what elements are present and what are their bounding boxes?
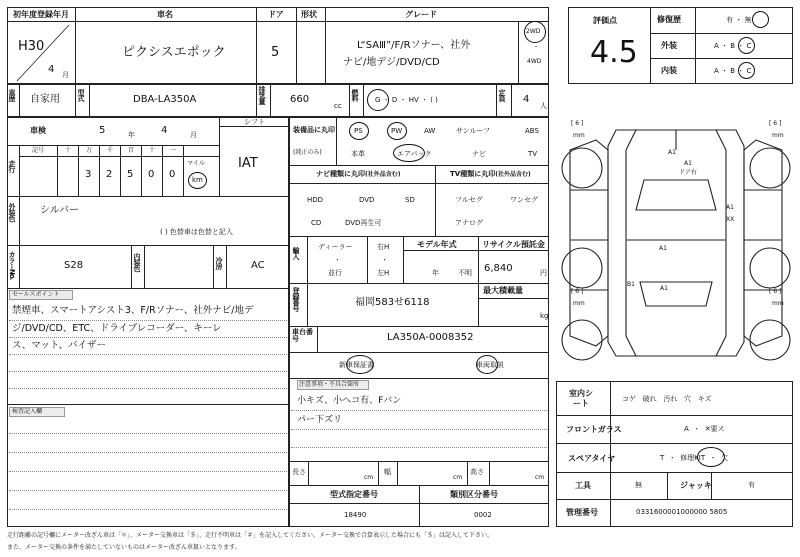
mileage-header-6: 一 <box>170 147 177 154</box>
defect-4: XX <box>726 216 735 223</box>
notes-line-2: パー下ズリ <box>297 415 343 425</box>
navi-cd: CD <box>311 219 322 227</box>
mileage-digit-2: 2 <box>106 169 113 180</box>
front-glass-options: A ・ ✕要ス <box>684 425 725 433</box>
new-car-cert-circle <box>346 355 374 374</box>
import-dot: ・ <box>334 256 341 264</box>
interior-options: A ・ B ・ C <box>714 67 752 75</box>
mileage-header-5: 十 <box>149 147 156 154</box>
color-label: 外装色 <box>8 203 16 221</box>
import-dot2: ・ <box>381 256 388 264</box>
mileage-header-sign: 記号 <box>32 147 45 154</box>
equip-abs: ABS <box>525 127 539 135</box>
navi-hdd: HDD <box>307 196 324 204</box>
ac-label: 冷房 <box>215 257 223 269</box>
max-load-kg: kg <box>540 312 549 320</box>
recycle-yen: 円 <box>540 269 547 277</box>
first-reg-label: 初年度登録年月 <box>13 10 69 19</box>
jack: 有 <box>748 481 755 489</box>
height-label: 高さ <box>470 468 484 476</box>
door-label: ドア <box>268 10 284 19</box>
score-value: 4.5 <box>590 35 638 70</box>
inspector-label: 検査記入欄 <box>12 408 43 415</box>
usage-label: 車歴 <box>8 89 16 101</box>
mileage-digit-3: 5 <box>127 169 134 180</box>
tools: 無 <box>635 481 642 489</box>
tire-mark-fl: [ 6 ] <box>571 120 584 127</box>
defect-2: A1 <box>684 160 692 167</box>
footnote-line-2: また、メーター交換の条件を満たしていないものはメーター改ざん車扱いとなります。 <box>7 544 241 551</box>
inspection-year-unit: 年 <box>128 131 135 139</box>
mileage-digit-5: 0 <box>169 169 176 180</box>
reg-month-unit: 月 <box>62 71 69 79</box>
color-note: ( ) 色替車は色替と記入 <box>160 228 233 236</box>
interior-b-circle <box>738 62 755 79</box>
length-cm: cm <box>364 474 374 481</box>
length-label: 長さ <box>292 468 306 476</box>
reg-year: H30 <box>18 39 45 54</box>
ac: AC <box>251 260 265 271</box>
equip-sunroof: サンルーフ <box>456 127 491 135</box>
car-name-label: 車名 <box>157 10 173 19</box>
defect-7: A1 <box>660 285 668 292</box>
manual: 車両取説 <box>476 361 504 369</box>
model-label: 型式 <box>77 89 85 101</box>
color-no: S28 <box>64 260 84 271</box>
spare-kit-circle <box>697 447 725 467</box>
sales-line-2: ジ/DVD/CD、ETC、ドライブレコーダー、キーレ <box>12 323 222 334</box>
import-parallel: 並行 <box>328 269 342 277</box>
height-cm: cm <box>535 474 545 481</box>
tire-mm-rl: mm <box>573 300 585 307</box>
mileage-digit-1: 3 <box>85 169 92 180</box>
tire-mark-fr: [ 6 ] <box>769 120 782 127</box>
tire-mark-rr: [ 6 ] <box>769 288 782 295</box>
capacity-label: 定員 <box>498 89 506 101</box>
model-year-unit: 年 <box>432 269 439 277</box>
fuel-label: 燃料 <box>351 89 359 101</box>
unit-mile: マイル <box>187 160 205 167</box>
inspection-month: 4 <box>161 125 168 136</box>
grade-line2: ナビ/地デジ/DVD/CD <box>343 57 440 68</box>
mileage-header-3: 千 <box>107 147 114 154</box>
equip-leather: 本革 <box>351 150 365 158</box>
tv-fullseg: フルセグ <box>455 196 483 204</box>
recycle-label: リサイクル預託金 <box>482 240 545 249</box>
spare-tire-label: スペアタイヤ <box>568 454 616 463</box>
capacity: 4 <box>523 94 530 105</box>
color-value: シルバー <box>40 205 80 216</box>
mileage-header-4: 百 <box>128 147 135 154</box>
mileage-digit-4: 0 <box>148 169 155 180</box>
import-dealer: ディーラー <box>318 243 353 251</box>
equip-ps: PS <box>354 127 363 135</box>
equip-tv: TV <box>528 150 538 158</box>
model-year-unknown: 不明 <box>458 269 472 277</box>
spare-tire-options: T ・ 修理KIT ・ 欠 <box>660 454 729 462</box>
navi-title: ナビ種類に丸印(社外品含む) <box>316 170 401 178</box>
navi-dvd: DVD <box>359 196 375 204</box>
type-number: 18490 <box>344 511 367 519</box>
fuel-options: G ・ D ・ HV ・ ( ) <box>375 96 438 104</box>
width-label: 幅 <box>384 468 391 476</box>
grade-label: グレード <box>405 10 437 19</box>
shift: IAT <box>238 156 258 171</box>
jack-label: ジャッキ <box>680 481 712 490</box>
notes-line-1: 小キズ、小ヘコ有、Fバン <box>297 396 402 406</box>
equipment-label: 装備品に丸印 <box>293 126 335 134</box>
manual-circle <box>476 355 498 374</box>
capacity-unit: 人 <box>540 102 547 110</box>
sales-point-label: セールスポイント <box>12 291 60 298</box>
cc-unit: cc <box>334 102 342 110</box>
exterior-options: A ・ B ・ C <box>714 42 752 50</box>
defect-5: A1 <box>659 245 667 252</box>
middle-block <box>289 117 549 527</box>
repair-label: 修復歴 <box>657 15 681 24</box>
equip-navi: ナビ <box>472 150 486 158</box>
equip-aw: AW <box>424 127 436 135</box>
unit-km: km <box>192 176 203 184</box>
model: DBA-LA350A <box>133 94 197 105</box>
car-name: ピクシスエポック <box>122 45 226 60</box>
exterior-b-circle <box>738 37 755 54</box>
class-number: 0002 <box>474 511 492 519</box>
recycle: 6,840 <box>484 263 513 274</box>
tire-mm-fl: mm <box>573 132 585 139</box>
import-lh: 左H <box>377 269 390 277</box>
exterior-label: 外装 <box>661 41 677 50</box>
registration: 福岡583せ6118 <box>355 297 430 308</box>
inspection-label: 車検 <box>30 126 46 135</box>
management-label: 管理番号 <box>566 508 598 517</box>
interior-seat-options: コゲ 破れ 汚れ 穴 キズ <box>622 395 712 403</box>
import-rh: 右H <box>377 243 390 251</box>
footnote-line-1: 走行距離の記号欄にメーター改ざん車は「＊」、メーター交換車は「＄」、走行不明車は「＃」を記入してください。メーター交換で合算表示した場合にも「＄」は記入して下さい。 <box>7 532 494 539</box>
interior-color-label: 内装色 <box>133 253 141 271</box>
notes-label: 注意事項・不具合箇所 <box>299 381 360 388</box>
tire-mm-rr: mm <box>772 300 784 307</box>
tv-oneseg: ワンセグ <box>510 196 538 204</box>
displacement-label: 排気量 <box>258 86 266 104</box>
chassis-label: 車台番号 <box>292 328 313 343</box>
grade-line1: L“SAⅢ”/F/Rソナー、社外 <box>357 40 471 51</box>
defect-6: B1 <box>627 281 635 288</box>
defect-3: A1 <box>726 204 734 211</box>
chassis: LA350A-0008352 <box>387 332 474 343</box>
mileage-header-1: 十 <box>65 147 72 154</box>
reg-month: 4 <box>48 64 55 75</box>
tv-title: TV種類に丸印(社外品含む) <box>450 170 531 178</box>
drive-4wd: 4WD <box>527 58 542 65</box>
registration-label: 登録番号 <box>292 287 300 311</box>
sales-line-1: 禁煙車、スマートアシスト3、F/Rソナー、社外ナビ/地デ <box>12 305 254 316</box>
equip-pw: PW <box>391 127 403 135</box>
displacement: 660 <box>290 94 310 105</box>
tools-label: 工具 <box>575 481 591 490</box>
class-number-label: 類別区分番号 <box>450 490 498 499</box>
tire-mm-fr: mm <box>772 132 784 139</box>
interior-label: 内装 <box>661 66 677 75</box>
model-year-label: モデル年式 <box>417 240 457 249</box>
tire-mark-rl: [ 6 ] <box>571 288 584 295</box>
type-number-label: 型式指定番号 <box>330 490 378 499</box>
import-label: 輸入 <box>292 247 300 259</box>
sales-line-3: ス、マット、バイザー <box>12 340 107 351</box>
equip-airbag: エアバック <box>397 150 432 158</box>
navi-dvd-play: DVD再生可 <box>345 219 382 227</box>
mileage-label: 走行 <box>8 160 16 172</box>
drive-2wd: 2WD <box>526 28 541 35</box>
scratch-note: ドア右 <box>679 169 697 176</box>
shift-label: シフト <box>244 118 265 126</box>
repair-none-circle <box>752 11 769 28</box>
defect-1: A1 <box>668 149 676 156</box>
navi-sd: SD <box>405 196 415 204</box>
drive-dot: ・ <box>533 44 540 51</box>
mileage-header-2: 万 <box>86 147 93 154</box>
width-cm: cm <box>453 474 463 481</box>
inspection-month-unit: 月 <box>190 131 197 139</box>
shape-label: 形状 <box>301 10 317 19</box>
interior-seat-label: 室内シート <box>569 389 593 409</box>
tv-analog: アナログ <box>455 219 483 227</box>
front-glass-label: フロントガラス <box>566 425 622 434</box>
car-diagram <box>556 110 796 375</box>
inspection-year: 5 <box>99 125 106 136</box>
repair-options: 有 ・ 無 <box>726 16 752 24</box>
color-no-label: カラーNo. <box>8 251 16 280</box>
score-label: 評価点 <box>593 16 617 25</box>
new-car-cert: 新車保証書 <box>339 361 374 369</box>
usage: 自家用 <box>30 94 60 105</box>
management-number: 0331600001000000 5805 <box>636 508 728 516</box>
doors: 5 <box>271 45 280 60</box>
max-load-label: 最大積載量 <box>483 286 523 295</box>
equipment-sub: (純正のみ) <box>293 149 322 156</box>
